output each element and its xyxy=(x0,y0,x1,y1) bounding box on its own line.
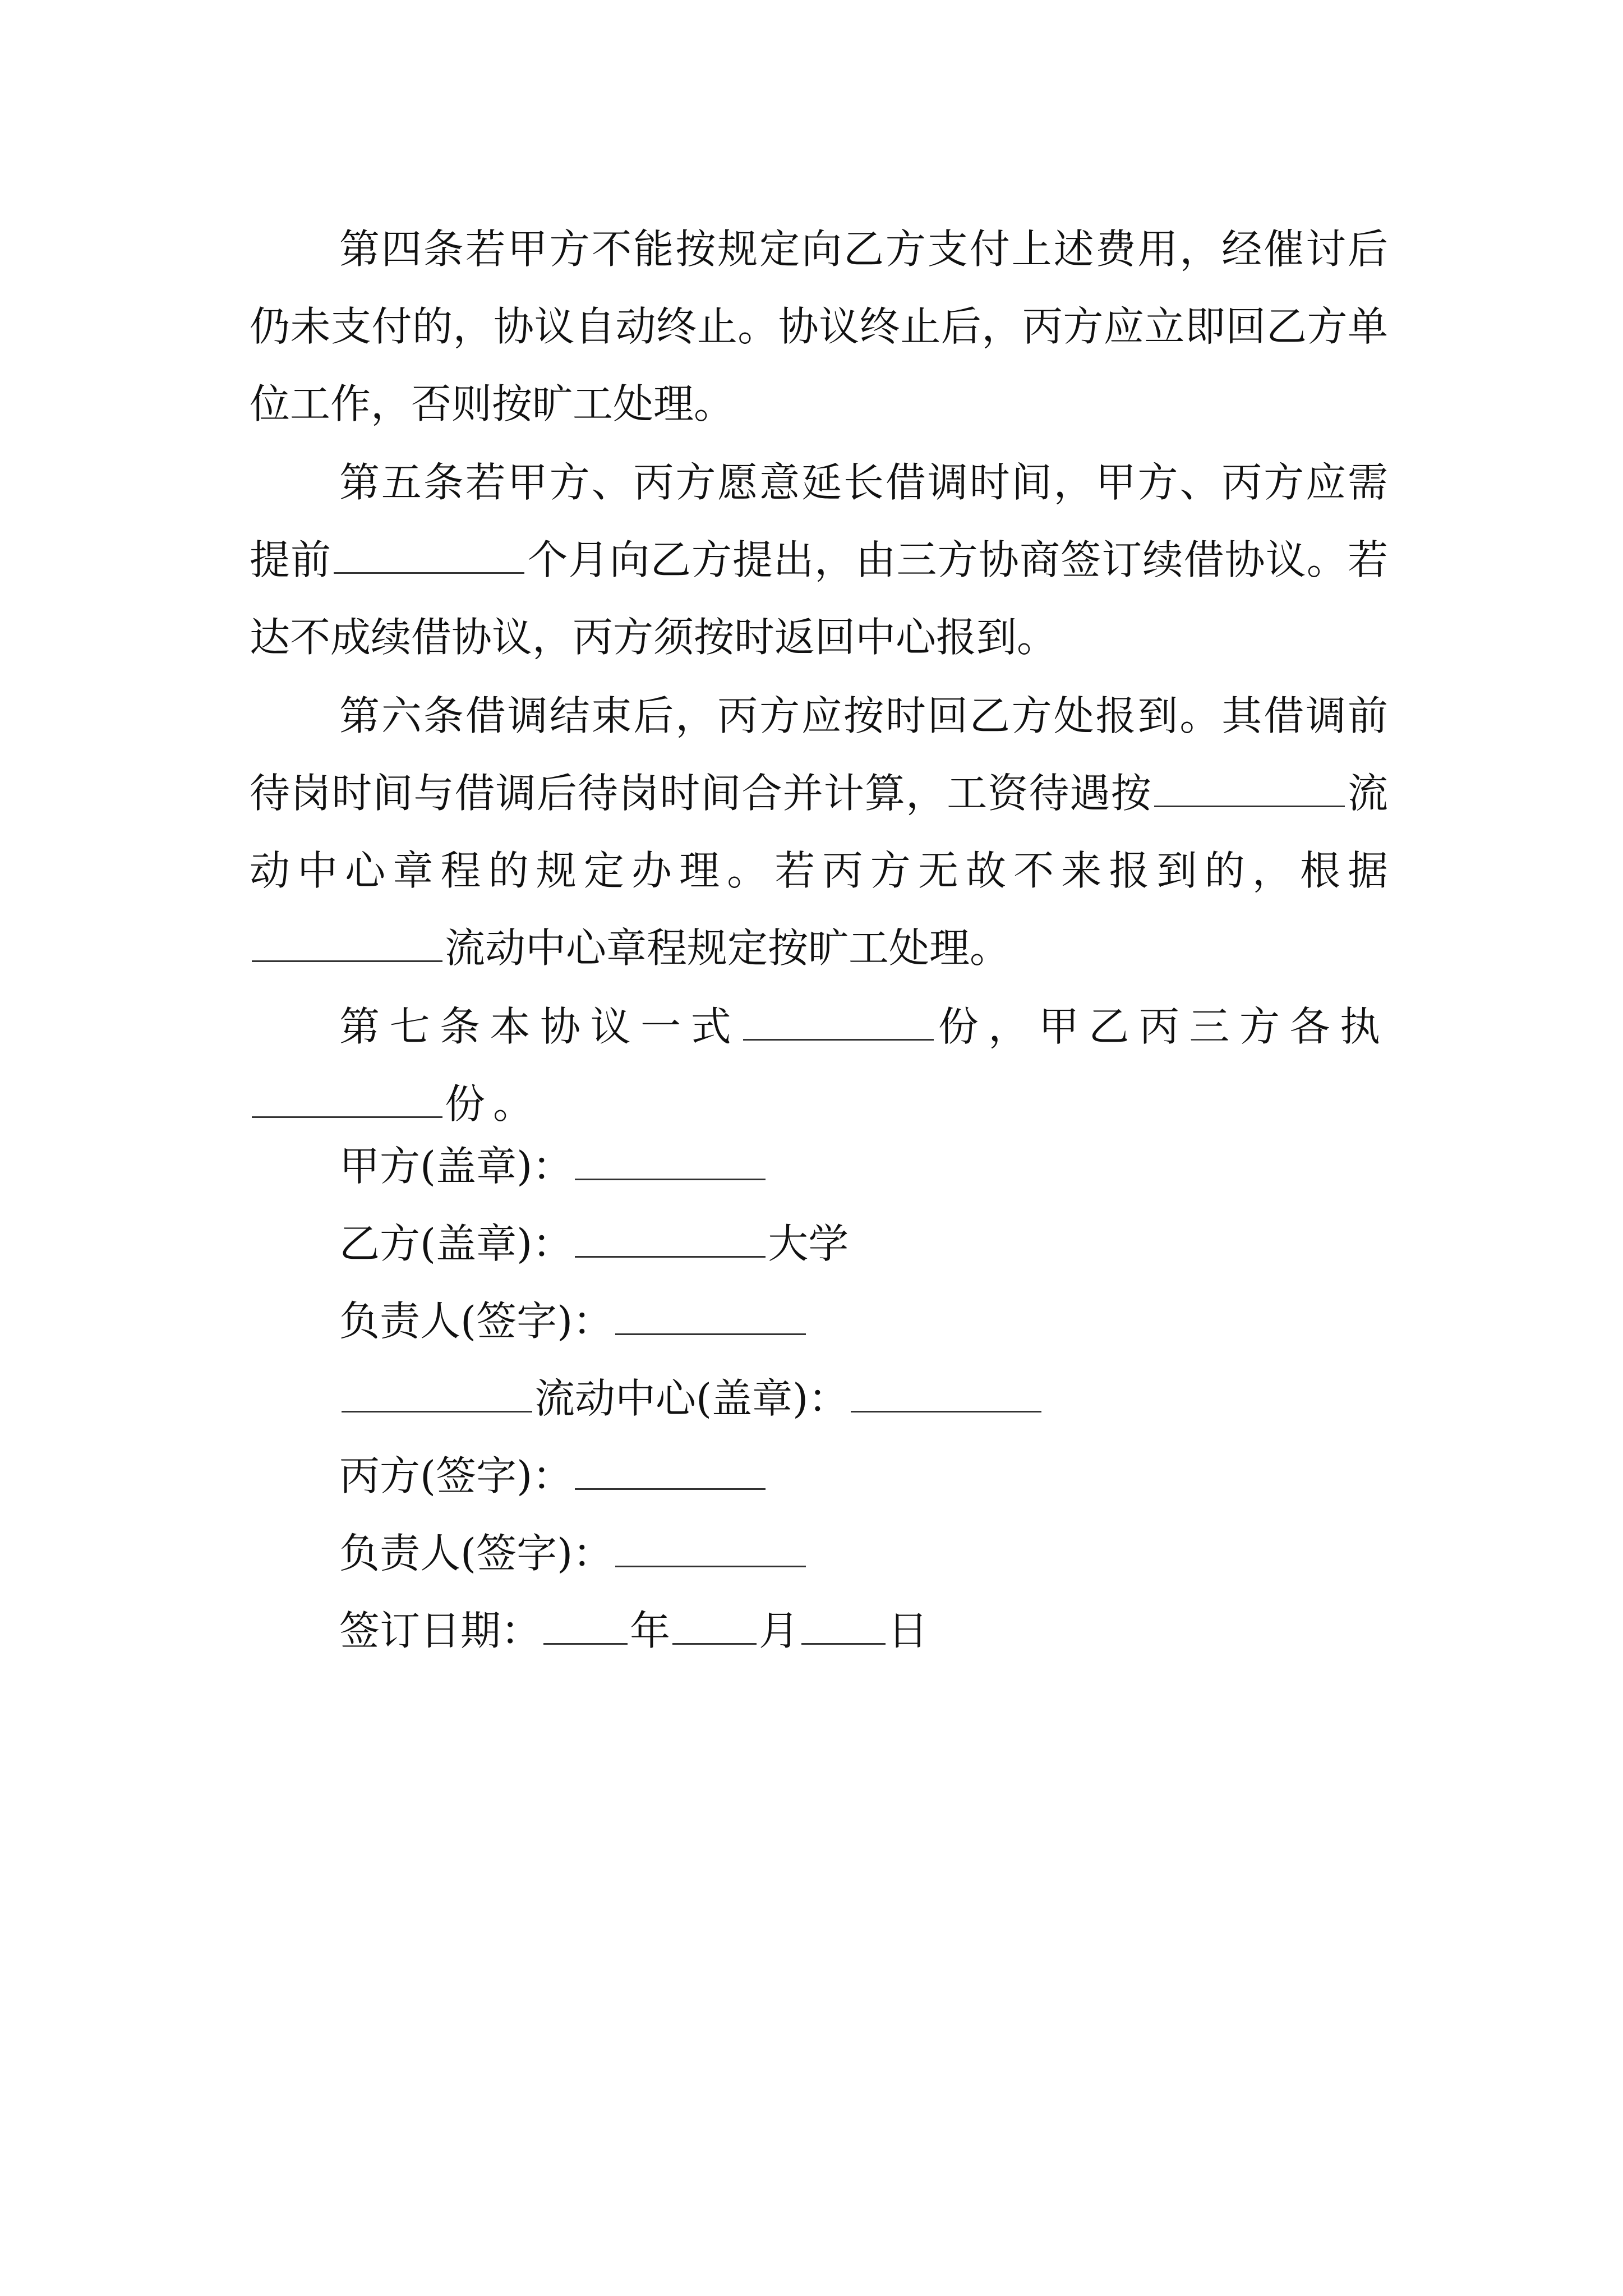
copies-total-blank[interactable] xyxy=(743,999,934,1041)
party-a-seal-blank[interactable] xyxy=(575,1138,766,1180)
months-blank[interactable] xyxy=(334,532,524,574)
party-c-line xyxy=(339,1437,1349,1515)
article-7-text-c: 份。 xyxy=(445,1080,542,1128)
center-name-blank-1[interactable] xyxy=(1154,765,1345,807)
year-blank[interactable] xyxy=(543,1603,628,1645)
article-7-text-a: 第七条本协议一式 xyxy=(339,1003,741,1050)
party-b-suffix: 大学 xyxy=(768,1220,849,1267)
article-6 xyxy=(250,677,1388,987)
party-a-label: 甲方(盖章)： xyxy=(339,1143,573,1190)
signature-block xyxy=(339,1128,1349,1669)
party-b-seal-blank[interactable] xyxy=(575,1216,766,1258)
article-5 xyxy=(250,444,1388,676)
responsible-2-line xyxy=(339,1515,1349,1592)
responsible-2-label: 负责人(签字)： xyxy=(339,1530,614,1577)
agreement-body xyxy=(250,210,1388,1143)
date-label: 签订日期： xyxy=(339,1607,542,1654)
copies-each-blank[interactable] xyxy=(252,1076,442,1118)
center-name-blank[interactable] xyxy=(342,1370,532,1412)
center-name-blank-2[interactable] xyxy=(252,920,442,962)
party-c-sign-blank[interactable] xyxy=(575,1448,766,1490)
center-seal-blank[interactable] xyxy=(851,1370,1041,1412)
day-blank[interactable] xyxy=(801,1603,886,1645)
month-label: 月 xyxy=(759,1607,800,1654)
article-5-text-b: 个月向乙方提出，由三方协商签订续借协议。若达不成续借协议，丙方须按时返回中心报到。 xyxy=(250,536,1388,661)
month-blank[interactable] xyxy=(672,1603,757,1645)
responsible-1-blank[interactable] xyxy=(615,1293,806,1335)
party-a-line xyxy=(339,1128,1349,1205)
center-line xyxy=(339,1360,1349,1437)
responsible-2-blank[interactable] xyxy=(615,1525,806,1567)
year-label: 年 xyxy=(630,1607,671,1654)
article-4 xyxy=(250,210,1388,443)
article-5-text-a: 第五条若甲方、丙方愿意延长借调时间，甲方、丙方应需提前 xyxy=(250,459,1388,583)
article-6-text-b: 流动中心章程的规定办理。若丙方无故不来报到的，根据 xyxy=(250,770,1388,894)
party-b-line xyxy=(339,1205,1349,1282)
day-label: 日 xyxy=(888,1607,929,1654)
article-6-text-c: 流动中心章程规定按旷工处理。 xyxy=(445,924,1011,972)
party-c-label: 丙方(签字)： xyxy=(339,1452,573,1499)
responsible-1-line xyxy=(339,1282,1349,1360)
party-b-label: 乙方(盖章)： xyxy=(339,1220,573,1267)
date-line xyxy=(339,1592,1349,1669)
article-6-text-a: 第六条借调结束后，丙方应按时回乙方处报到。其借调前待岗时间与借调后待岗时间合并计算，工资待遇按 xyxy=(250,692,1388,817)
article-4-text: 第四条若甲方不能按规定向乙方支付上述费用，经催讨后仍未支付的，协议自动终止。协议终止后，丙方应立即回乙方单位工作，否则按旷工处理。 xyxy=(250,226,1388,427)
responsible-1-label: 负责人(签字)： xyxy=(339,1297,614,1345)
article-7-text-b: 份，甲乙丙三方各执 xyxy=(936,1003,1388,1050)
article-7 xyxy=(250,988,1388,1143)
center-label: 流动中心(盖章)： xyxy=(534,1375,849,1422)
